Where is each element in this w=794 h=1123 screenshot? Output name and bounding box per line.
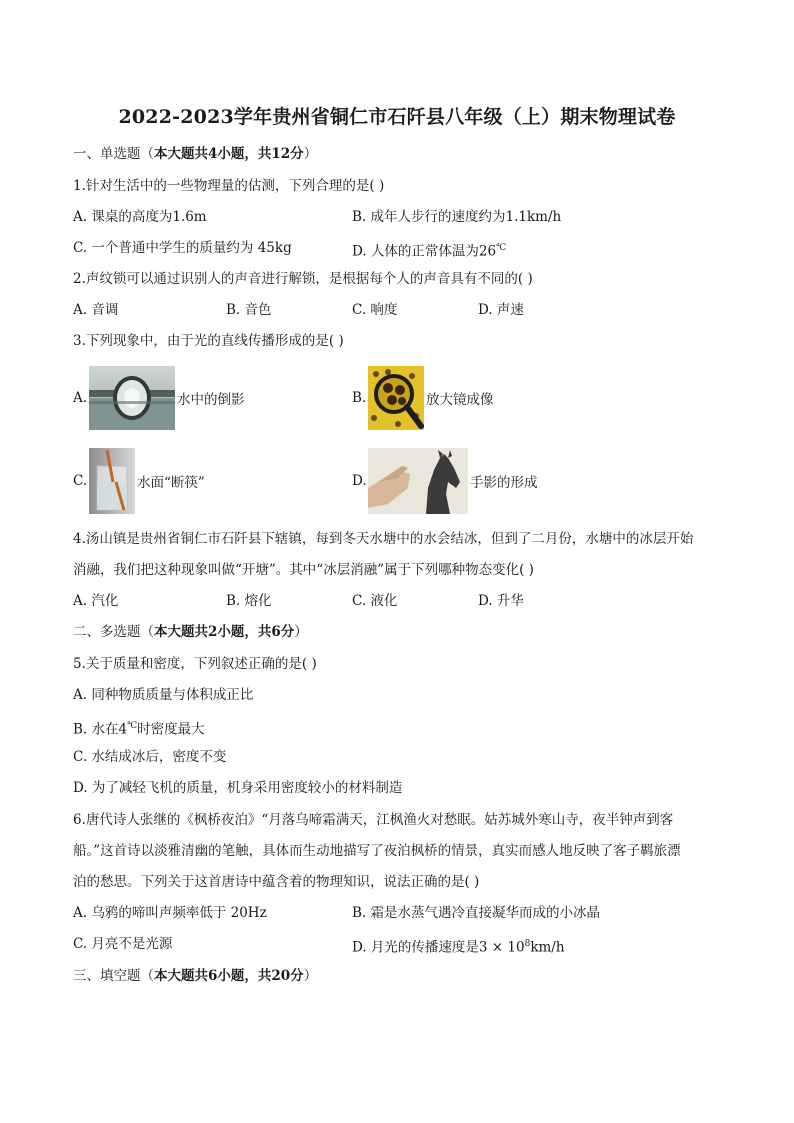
q2-option-b[interactable]: B. 音色 xyxy=(226,302,272,318)
q2-option-a[interactable]: A. 音调 xyxy=(73,302,119,318)
q6-option-a[interactable]: A. 乌鸦的啼叫声频率低于 20Hz xyxy=(73,905,267,921)
q1-stem: 1.针对生活中的一些物理量的估测，下列合理的是( ) xyxy=(73,178,385,194)
q6-option-c[interactable]: C. 月亮不是光源 xyxy=(73,936,173,952)
section-single-choice: 一、单选题（本大题共4小题，共12分） xyxy=(73,146,318,162)
page-title: 2022-2023学年贵州省铜仁市石阡县八年级（上）期末物理试卷 xyxy=(118,106,676,128)
q3-option-d[interactable]: D. 手影的形成 xyxy=(352,448,538,514)
q5-option-c[interactable]: C. 水结成冰后，密度不变 xyxy=(73,749,227,765)
q5-stem: 5.关于质量和密度，下列叙述正确的是( ) xyxy=(73,656,317,672)
hand-shadow-photo-icon xyxy=(368,448,468,514)
q4-option-b[interactable]: B. 熔化 xyxy=(226,593,272,609)
q1-option-a[interactable]: A. 课桌的高度为1.6m xyxy=(73,209,207,225)
q5-option-b[interactable]: B. 水在4℃时密度最大 xyxy=(73,721,205,738)
q1-option-c[interactable]: C. 一个普通中学生的质量约为 45kg xyxy=(73,240,292,256)
q2-option-d[interactable]: D. 声速 xyxy=(478,302,524,318)
q5-option-d[interactable]: D. 为了减轻飞机的质量，机身采用密度较小的材料制造 xyxy=(73,780,403,796)
q1-option-d[interactable]: D. 人体的正常体温为26℃ xyxy=(352,243,507,260)
section-fill-in: 三、填空题（本大题共6小题，共20分） xyxy=(73,968,318,984)
q3-option-a[interactable]: A. 水中的倒影 xyxy=(73,366,245,430)
q4-stem-line1: 4.汤山镇是贵州省铜仁市石阡县下辖镇，每到冬天水塘中的水会结冰，但到了二月份，水塘中的冰层开始 xyxy=(73,531,694,547)
q2-stem: 2.声纹锁可以通过识别人的声音进行解锁，是根据每个人的声音具有不同的( ) xyxy=(73,271,533,287)
magnifier-photo-icon xyxy=(368,366,424,430)
q6-stem-line1: 6.唐代诗人张继的《枫桥夜泊》“月落乌啼霜满天，江枫渔火对愁眠。姑苏城外寒山寺，夜半钟声到客 xyxy=(73,812,674,828)
q6-option-b[interactable]: B. 霜是水蒸气遇冷直接凝华而成的小冰晶 xyxy=(352,905,601,921)
q2-option-c[interactable]: C. 响度 xyxy=(352,302,398,318)
q3-option-b[interactable]: B. 放大镜成像 xyxy=(352,366,494,430)
q4-option-d[interactable]: D. 升华 xyxy=(478,593,524,609)
q4-stem-line2: 消融，我们把这种现象叫做“开塘”。其中“冰层消融”属于下列哪种物态变化( ) xyxy=(73,562,534,578)
q1-option-b[interactable]: B. 成年人步行的速度约为1.1km/h xyxy=(352,209,562,225)
q6-option-d[interactable]: D. 月光的传播速度是$3 \times 10^8km/h$ xyxy=(352,939,565,956)
q5-option-a[interactable]: A. 同种物质质量与体积成正比 xyxy=(73,687,254,703)
q4-option-c[interactable]: C. 液化 xyxy=(352,593,398,609)
q3-option-c[interactable]: C. 水面“断筷” xyxy=(73,448,205,514)
q4-option-a[interactable]: A. 汽化 xyxy=(73,593,119,609)
q6-stem-line3: 泊的愁思。下列关于这首唐诗中蕴含着的物理知识，说法正确的是( ) xyxy=(73,874,480,890)
q3-stem: 3.下列现象中，由于光的直线传播形成的是( ) xyxy=(73,333,344,349)
chopsticks-glass-photo-icon xyxy=(89,448,135,514)
section-multiple-choice: 二、多选题（本大题共2小题，共6分） xyxy=(73,624,308,640)
bridge-reflection-photo-icon xyxy=(89,366,175,430)
q6-stem-line2: 船。”这首诗以淡雅清幽的笔触，具体而生动地描写了夜泊枫桥的情景，真实而感人地反映了客子羁旅漂 xyxy=(73,843,681,859)
